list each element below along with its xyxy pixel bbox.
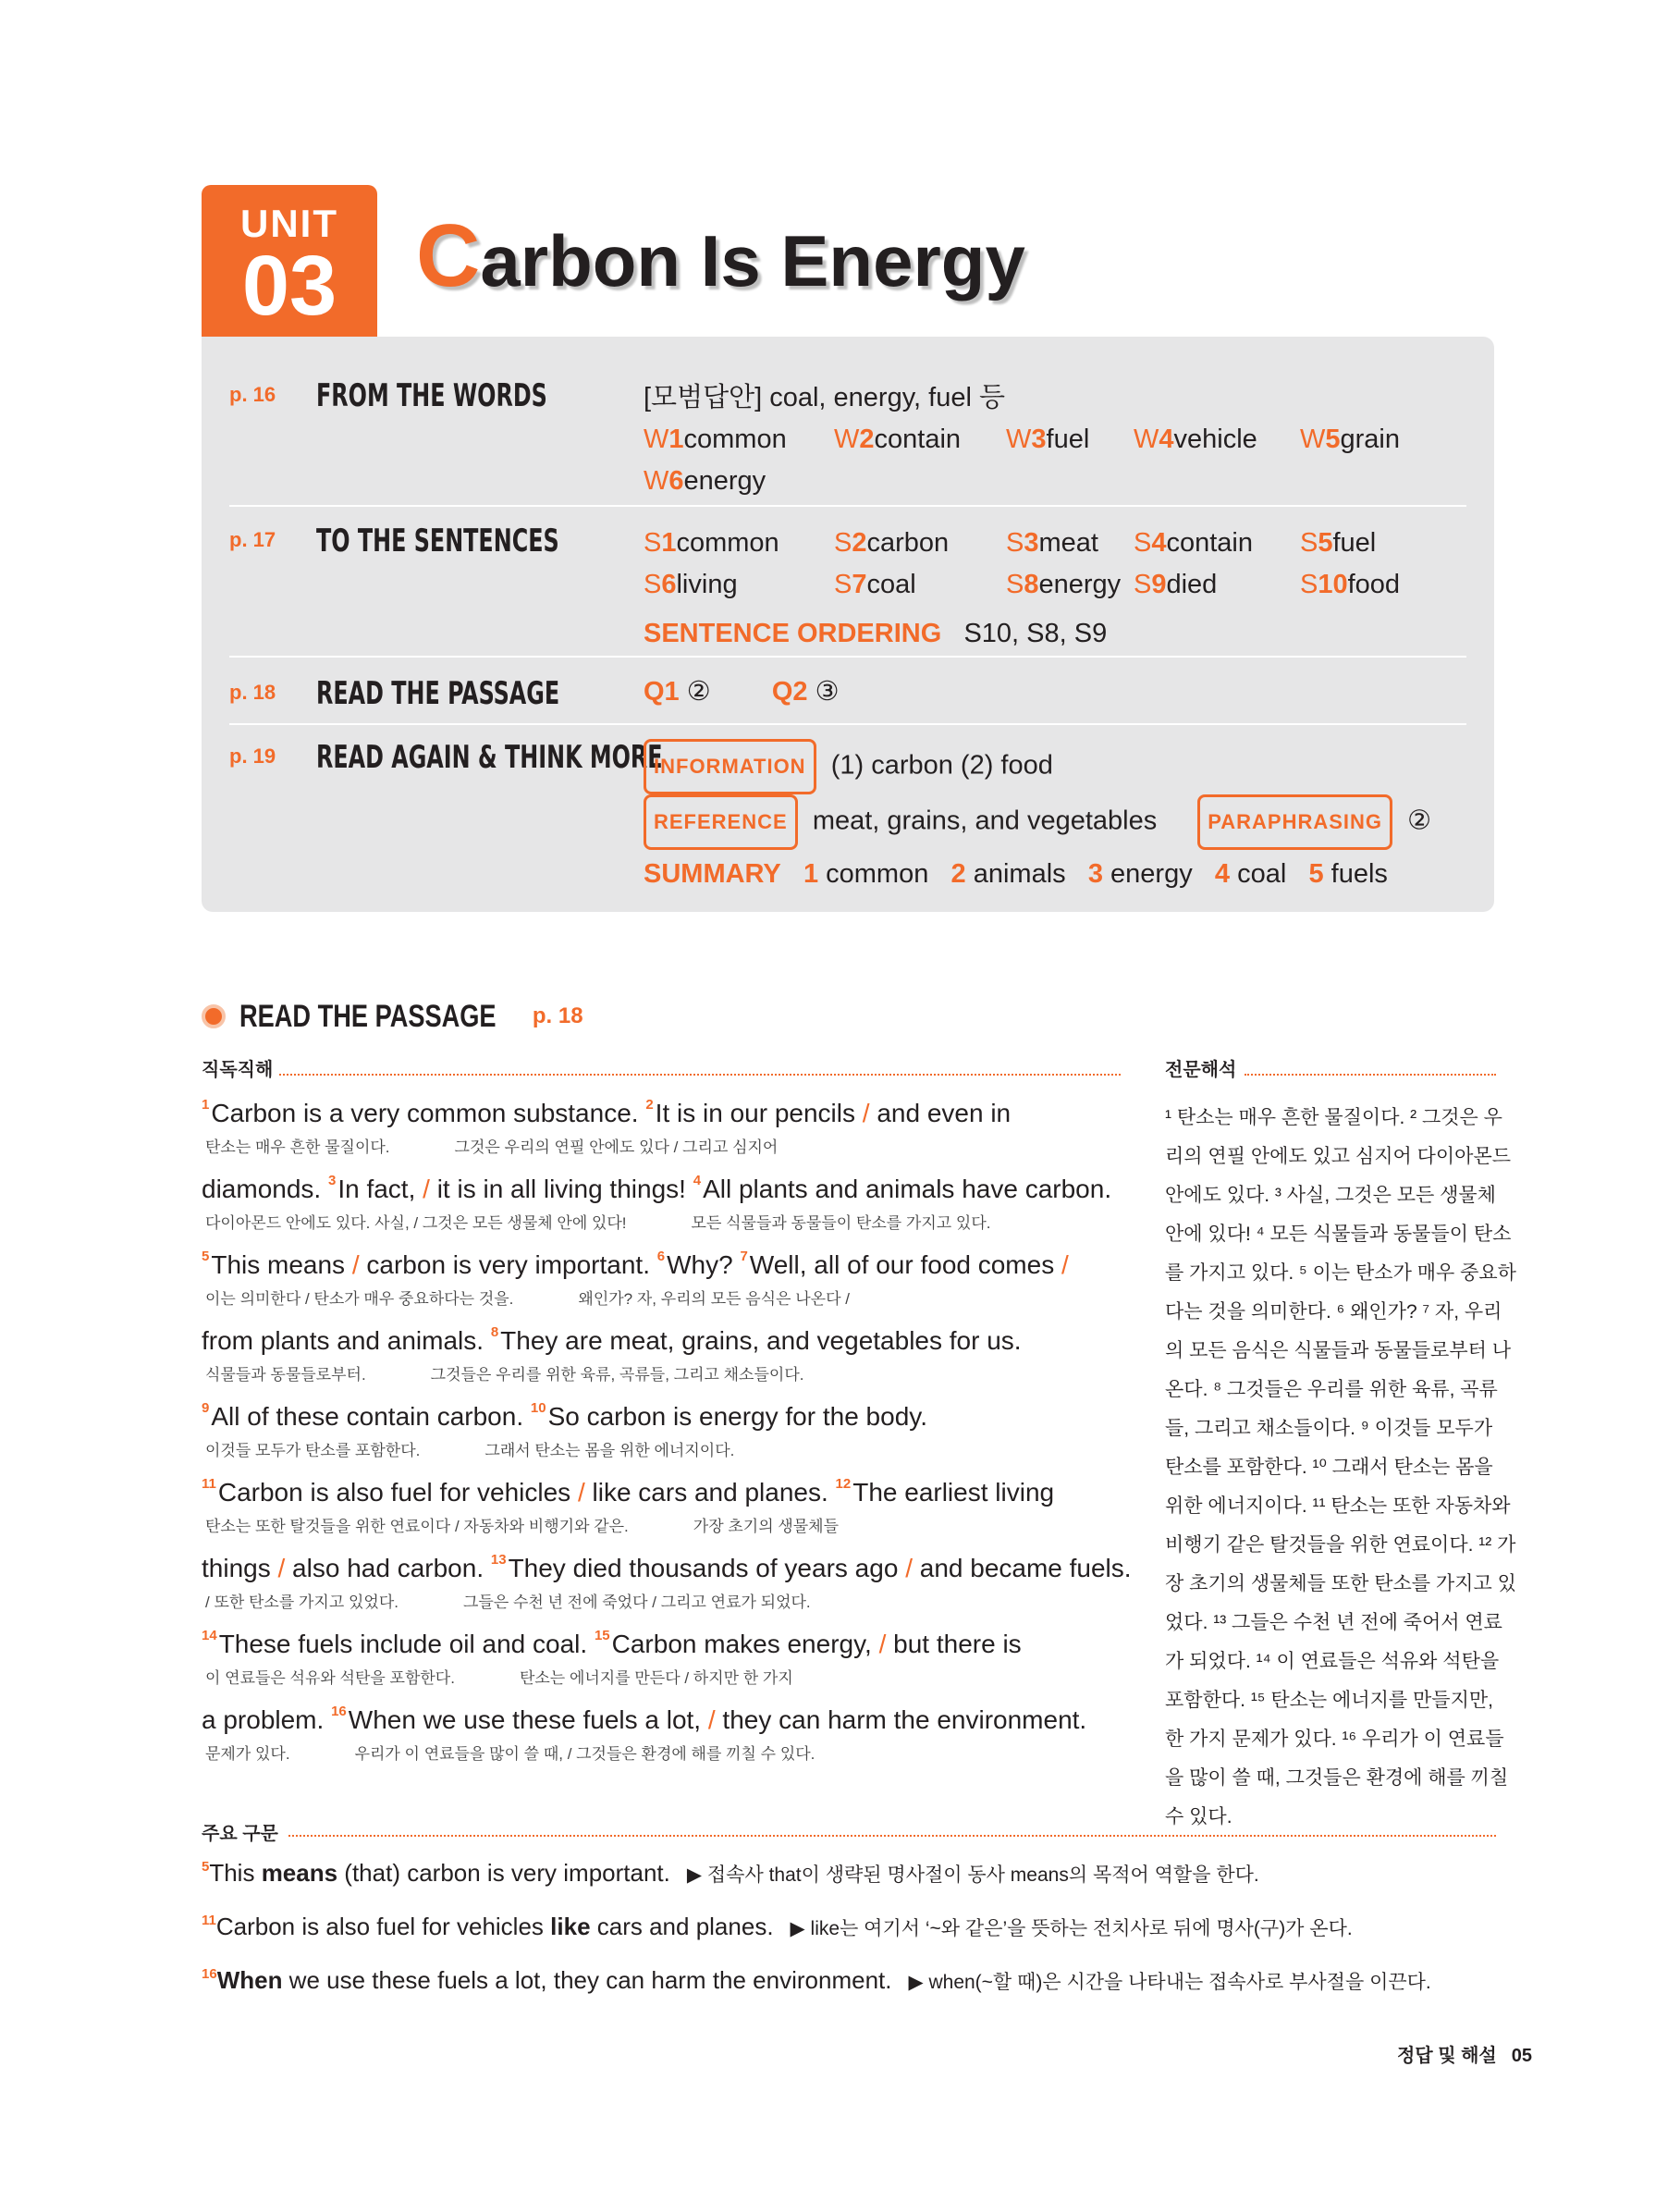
answer-label-number: 5 — [1325, 424, 1341, 454]
korean-gloss-line — [205, 1437, 734, 1460]
divider — [229, 723, 1466, 725]
korean-gloss-line — [205, 1589, 811, 1612]
answer-label-letter: S — [1300, 528, 1318, 558]
page-ref: p. 19 — [229, 744, 276, 768]
sentence-text: Well, all of our food comes — [749, 1250, 1061, 1279]
sentence-number: 5 — [202, 1249, 210, 1264]
answer-label-letter: S — [1006, 528, 1024, 558]
sentence-number: 7 — [740, 1249, 748, 1264]
gloss-text: 그것들은 우리를 위한 육류, 곡류들, 그리고 채소들이다. — [430, 1366, 804, 1384]
key-text: This — [209, 1859, 262, 1887]
answer-label-letter: S — [1134, 528, 1152, 558]
summary-number: 1 — [803, 859, 819, 889]
sentence-number: 3 — [327, 1173, 337, 1188]
sentence-text: from plants and animals. — [202, 1326, 491, 1355]
answer-label-letter: W — [644, 466, 669, 496]
summary-text: common — [818, 859, 929, 889]
summary-number: 3 — [1087, 859, 1103, 889]
passage-sentence-line — [202, 1630, 1022, 1659]
answer-item — [1006, 419, 1089, 461]
answer-label-number: 8 — [1024, 570, 1039, 599]
answer-text: coal — [866, 570, 916, 599]
sentence-number: 11 — [202, 1913, 216, 1928]
gloss-text: 이것들 모두가 탄소를 포함한다. — [205, 1442, 421, 1459]
section-title: READ THE PASSAGE — [316, 675, 560, 712]
paraphrasing-value: ② — [1407, 806, 1432, 836]
page-ref: p. 16 — [229, 383, 276, 406]
gloss-text: 탄소는 에너지를 만든다 / 하지만 한 가지 — [519, 1669, 793, 1687]
section-title: FROM THE WORDS — [316, 377, 547, 414]
divider — [229, 656, 1466, 658]
sentence-number: 9 — [202, 1400, 210, 1416]
information-tag: INFORMATION — [644, 739, 816, 794]
sentence-number: 2 — [645, 1097, 654, 1113]
answer-label-letter: S — [834, 528, 852, 558]
read-passage-heading — [202, 997, 583, 1035]
sentence-number: 10 — [530, 1400, 546, 1416]
slash-mark: / — [905, 1554, 913, 1582]
spacer — [1193, 859, 1215, 889]
sentence-number: 5 — [202, 1859, 210, 1875]
key-structure-line — [202, 1966, 1431, 1995]
answer-label-number: 6 — [668, 466, 684, 496]
slash-mark: / — [577, 1478, 585, 1507]
gloss-text: 문제가 있다. — [205, 1745, 290, 1763]
model-answer: [모범답안] coal, energy, fuel 등 — [644, 383, 1006, 412]
key-emphasis: When — [216, 1966, 283, 1994]
summary-number: 5 — [1308, 859, 1324, 889]
sentence-number: 12 — [835, 1476, 852, 1492]
sentence-number: 8 — [490, 1324, 499, 1340]
answer-text: meat — [1038, 528, 1098, 558]
passage-sentence-line — [202, 1175, 1111, 1204]
answer-text: vehicle — [1173, 424, 1257, 454]
section-title: READ AGAIN & THINK MORE — [316, 739, 663, 776]
unit-number: 03 — [241, 239, 337, 333]
sentence-text: and became fuels. — [912, 1554, 1132, 1582]
page-ref: p. 17 — [229, 528, 276, 551]
answer-label-number: 2 — [852, 528, 867, 558]
answer-item — [1134, 564, 1217, 606]
sentence-text: It is in our pencils — [655, 1099, 863, 1127]
key-note: ▶ like는 여기서 ‘~와 같은’을 뜻하는 전치사로 뒤에 명사(구)가 온다. — [790, 1918, 1353, 1939]
passage-sentence-line — [202, 1099, 1011, 1128]
word-answers — [644, 419, 1401, 502]
answer-label-letter: S — [644, 570, 662, 599]
key-emphasis: like — [550, 1913, 591, 1940]
answer-item — [1134, 523, 1253, 564]
answer-label-number: 5 — [1318, 528, 1333, 558]
key-text: Carbon is also fuel for vehicles — [215, 1913, 551, 1940]
spacer — [1066, 859, 1088, 889]
ordering-label: SENTENCE ORDERING — [644, 619, 942, 648]
gloss-text: 모든 식물들과 동물들이 탄소를 가지고 있다. — [691, 1214, 991, 1232]
slash-mark: / — [277, 1554, 286, 1582]
gloss-text: 탄소는 매우 흔한 물질이다. — [205, 1138, 390, 1156]
sentence-text: They died thousands of years ago — [508, 1554, 906, 1582]
answer-text: food — [1347, 570, 1401, 599]
answer-label-number: 7 — [852, 570, 867, 599]
sentence-text: it is in all living things! — [429, 1175, 693, 1203]
answer-item — [834, 419, 961, 461]
answer-item — [834, 523, 949, 564]
paraphrasing-tag: PARAPHRASING — [1197, 794, 1392, 850]
passage-sentence-line — [202, 1402, 927, 1432]
sentence-text: Why? — [667, 1250, 741, 1279]
gloss-text: 식물들과 동물들로부터. — [205, 1366, 366, 1384]
passage-sentence-line — [202, 1478, 1054, 1507]
korean-gloss-line — [205, 1665, 793, 1688]
answer-text: living — [676, 570, 738, 599]
slash-mark: / — [423, 1175, 430, 1203]
gloss-text: / 또한 탄소를 가지고 있었다. — [205, 1593, 399, 1611]
answer-text: common — [676, 528, 779, 558]
sentence-text: All plants and animals have carbon. — [703, 1175, 1112, 1203]
q1-value: ② — [686, 677, 711, 707]
sentence-number: 13 — [490, 1552, 507, 1568]
answer-text: contain — [874, 424, 962, 454]
divider — [229, 505, 1466, 507]
answer-item — [644, 564, 738, 606]
dotted-rule — [288, 1835, 1496, 1837]
sentence-text: When we use these fuels a lot, — [348, 1705, 708, 1734]
sentence-text: In fact, — [337, 1175, 423, 1203]
q2-label: Q2 — [771, 677, 808, 707]
answer-label-letter: S — [644, 528, 662, 558]
information-value: (1) carbon (2) food — [830, 750, 1053, 781]
slash-mark: / — [707, 1705, 716, 1734]
sentence-number: 1 — [202, 1097, 210, 1113]
korean-gloss-line — [205, 1134, 778, 1157]
sentence-text: These fuels include oil and coal. — [218, 1630, 595, 1658]
gloss-text: 우리가 이 연료들을 많이 쓸 때, / 그것들은 환경에 해를 끼칠 수 있다. — [354, 1745, 815, 1763]
sentence-text: but there is — [886, 1630, 1022, 1658]
sentence-text: They are meat, grains, and vegetables for us. — [500, 1326, 1022, 1355]
answer-label-letter: S — [1300, 570, 1318, 599]
answer-item — [644, 419, 787, 461]
q1-label: Q1 — [644, 677, 680, 707]
full-translation: ¹ 탄소는 매우 흔한 물질이다. ² 그것은 우리의 연필 안에도 있고 심지어 다이아몬드 안에도 있다. ³ 사실, 그것은 모든 생물체 안에 있다! ⁴ 모든 식물들과 동물들이 탄소를 가지고 있다. ⁵ 이는 탄소가 매우 중요하다는 것을 의미한다. ⁶ 왜인가? ⁷ 자, 우리의 모든 음식은 식물들과 동물들로부터 나온다. ⁸ 그것들은 우리를 위한 육류, 곡류들, 그리고 채소들이다. ⁹ 이것들 모두가 탄소를 포함한다. ¹⁰ 그래서 탄소는 몸을 위한 에너지이다. ¹¹ 탄소는 또한 자동차와 비행기 같은 탈것들을 위한 연료이다. ¹² 가장 초기의 생물체들 또한 탄소를 가지고 있었다. ¹³ 그들은 수천 년 전에 죽어서 연료가 되었다. ¹⁴ 이 연료들은 석유와 석탄을 포함한다. ¹⁵ 탄소는 에너지를 만들지만, 한 가지 문제가 있다. ¹⁶ 우리가 이 연료들을 많이 쓸 때, 그것들은 환경에 해를 끼칠 수 있다. — [1165, 1107, 1516, 1827]
korean-gloss-line — [205, 1513, 839, 1536]
summary-answers — [644, 850, 1431, 898]
sentence-number: 16 — [202, 1966, 217, 1982]
answer-text: died — [1166, 570, 1218, 599]
answer-label-letter: W — [644, 424, 669, 454]
answer-label-number: 10 — [1318, 570, 1348, 599]
summary-number: 2 — [950, 859, 966, 889]
answer-label-number: 4 — [1159, 424, 1174, 454]
answer-text: contain — [1166, 528, 1253, 558]
answer-label-number: 1 — [661, 528, 677, 558]
title-first-letter: C — [416, 206, 481, 305]
spacer — [1286, 859, 1308, 889]
sentence-number: 15 — [594, 1628, 610, 1643]
answer-label-letter: S — [834, 570, 852, 599]
sentence-text: a problem. — [202, 1705, 332, 1734]
key-structures-label: 주요 구문 — [202, 1824, 278, 1844]
sentence-answers — [644, 523, 1401, 606]
gloss-text: 그것은 우리의 연필 안에도 있다 / 그리고 심지어 — [454, 1138, 779, 1156]
answer-label-letter: W — [1006, 424, 1032, 454]
answer-content — [644, 523, 1401, 655]
korean-gloss-line — [205, 1361, 803, 1384]
summary-label: SUMMARY — [644, 859, 781, 889]
gloss-text: 이는 의미한다 / 탄소가 매우 중요하다는 것을. — [205, 1290, 514, 1308]
answer-label-letter: S — [1006, 570, 1024, 599]
slash-mark: / — [862, 1099, 870, 1127]
answer-label-letter: S — [1134, 570, 1152, 599]
answer-label-number: 1 — [668, 424, 684, 454]
direct-reading-label: 직독직해 — [202, 1060, 274, 1080]
answer-item — [1006, 523, 1098, 564]
korean-gloss-line — [205, 1741, 815, 1764]
answer-item — [1134, 419, 1257, 461]
answer-text: fuel — [1046, 424, 1090, 454]
answer-box — [202, 337, 1494, 912]
key-structure-line — [202, 1859, 1259, 1888]
section-title: TO THE SENTENCES — [316, 523, 559, 560]
sentence-text: This means — [211, 1250, 352, 1279]
answer-label-number: 2 — [859, 424, 875, 454]
dotted-rule — [1245, 1074, 1496, 1076]
slash-mark: / — [878, 1630, 887, 1658]
passage-heading-text: READ THE PASSAGE — [239, 998, 497, 1034]
summary-text: energy — [1102, 859, 1193, 889]
reference-value: meat, grains, and vegetables — [812, 806, 1158, 836]
q2-value: ③ — [815, 677, 840, 707]
korean-gloss-line — [205, 1286, 850, 1309]
answer-label-number: 9 — [1151, 570, 1167, 599]
sentence-number: 6 — [656, 1249, 666, 1264]
page-title — [416, 205, 1025, 307]
gloss-text: 탄소는 또한 탈것들을 위한 연료이다 / 자동차와 비행기와 같은. — [205, 1518, 629, 1535]
unit-label: UNIT — [240, 202, 338, 245]
answer-content — [644, 377, 1401, 502]
footer-page-number: 05 — [1511, 2046, 1532, 2066]
key-note: ▶ when(~할 때)은 시간을 나타내는 접속사로 부사절을 이끈다. — [908, 1972, 1431, 1993]
key-text: we use these fuels a lot, they can harm the environment. — [282, 1966, 892, 1994]
gloss-text: 왜인가? 자, 우리의 모든 음식은 나온다 / — [578, 1290, 850, 1308]
page-footer — [1397, 2040, 1532, 2067]
summary-text: animals — [965, 859, 1066, 889]
gloss-text: 그래서 탄소는 몸을 위한 에너지이다. — [484, 1442, 735, 1459]
answer-text: fuel — [1332, 528, 1377, 558]
sentence-text: Carbon makes energy, — [611, 1630, 879, 1658]
sentence-text: things — [202, 1554, 278, 1582]
sentence-number: 14 — [202, 1628, 217, 1643]
sentence-text: they can harm the environment. — [715, 1705, 1087, 1734]
answer-content — [644, 739, 1431, 898]
answer-text: carbon — [866, 528, 950, 558]
sentence-text: also had carbon. — [285, 1554, 491, 1582]
sentence-text: and even in — [869, 1099, 1012, 1127]
answer-item — [1300, 564, 1400, 606]
footer-label: 정답 및 해설 — [1397, 2046, 1497, 2066]
passage-sentence-line — [202, 1554, 1132, 1583]
page-ref: p. 18 — [229, 681, 276, 704]
answer-item — [834, 564, 916, 606]
answer-item — [644, 461, 766, 502]
sentence-text: Carbon is also fuel for vehicles — [217, 1478, 578, 1507]
passage-sentence-line — [202, 1250, 1069, 1280]
gloss-text: 가장 초기의 생물체들 — [693, 1518, 840, 1535]
answer-label-letter: W — [834, 424, 860, 454]
answer-label-letter: W — [1300, 424, 1326, 454]
answer-text: energy — [1038, 570, 1122, 599]
key-structure-line — [202, 1913, 1353, 1941]
passage-page-ref: p. 18 — [532, 1003, 583, 1029]
gloss-text: 그들은 수천 년 전에 죽었다 / 그리고 연료가 되었다. — [462, 1593, 811, 1611]
passage-sentence-line — [202, 1705, 1086, 1735]
sentence-text: The earliest living — [852, 1478, 1055, 1507]
gloss-text: 이 연료들은 석유와 석탄을 포함한다. — [205, 1669, 455, 1687]
key-text: cars and planes. — [590, 1913, 774, 1940]
sentence-number: 16 — [331, 1704, 347, 1719]
slash-mark: / — [351, 1250, 360, 1279]
sentence-text: All of these contain carbon. — [211, 1402, 531, 1431]
key-emphasis: means — [261, 1859, 338, 1887]
sentence-number: 4 — [693, 1173, 702, 1188]
answer-text: energy — [683, 466, 766, 496]
summary-text: fuels — [1323, 859, 1388, 889]
sentence-text: diamonds. — [202, 1175, 328, 1203]
summary-text: coal — [1230, 859, 1287, 889]
key-note: ▶ 접속사 that이 생략된 명사절이 동사 means의 목적어 역할을 한다. — [686, 1864, 1259, 1886]
spacer — [928, 859, 950, 889]
answer-label-number: 6 — [661, 570, 677, 599]
passage-sentence-line — [202, 1326, 1022, 1356]
key-text: (that) carbon is very important. — [337, 1859, 670, 1887]
unit-badge — [202, 185, 377, 337]
sentence-text: Carbon is a very common substance. — [211, 1099, 646, 1127]
sentence-text: like cars and planes. — [584, 1478, 836, 1507]
full-translation-label: 전문해석 — [1165, 1060, 1237, 1080]
answer-item — [644, 523, 779, 564]
answer-text: grain — [1340, 424, 1401, 454]
sentence-number: 11 — [202, 1476, 216, 1492]
answer-item — [1006, 564, 1121, 606]
title-rest: arbon Is Energy — [480, 220, 1025, 301]
sentence-text: carbon is very important. — [359, 1250, 657, 1279]
dotted-rule — [279, 1074, 1121, 1076]
ordering-value: S10, S8, S9 — [963, 619, 1108, 648]
answer-content — [644, 675, 840, 707]
answer-label-letter: W — [1134, 424, 1159, 454]
slash-mark: / — [1061, 1250, 1069, 1279]
summary-number: 4 — [1214, 859, 1231, 889]
korean-gloss-line — [205, 1210, 990, 1233]
gloss-text: 다이아몬드 안에도 있다. 사실, / 그것은 모든 생물체 안에 있다! — [205, 1214, 627, 1232]
sentence-text: So carbon is energy for the body. — [547, 1402, 927, 1431]
reference-tag: REFERENCE — [644, 794, 798, 850]
answer-label-number: 3 — [1024, 528, 1039, 558]
answer-item — [1300, 523, 1376, 564]
spacer — [781, 859, 803, 889]
answer-item — [1300, 419, 1400, 461]
answer-label-number: 4 — [1151, 528, 1167, 558]
answer-text: common — [683, 424, 787, 454]
answer-label-number: 3 — [1031, 424, 1047, 454]
bullet-icon — [202, 1004, 226, 1028]
